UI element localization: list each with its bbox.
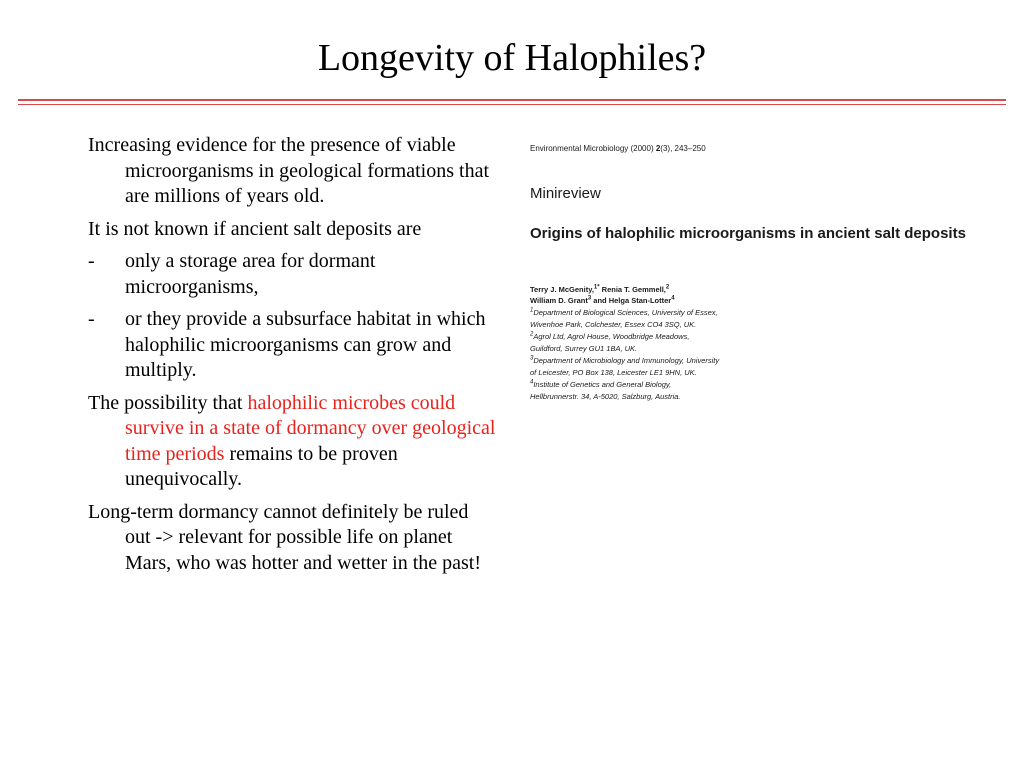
affiliation-line [530,307,830,319]
author-name: Terry J. McGenity, [530,285,594,294]
affiliation-sup: 1 [530,307,534,314]
affiliation-line [530,367,830,379]
possibility-tail: remains to be proven unequivocally. [125,442,398,490]
author-sup: 4 [671,295,675,302]
affiliation-text: Department of Biological Sciences, University of Essex, [533,308,718,317]
paper-section-label: Minireview [530,185,601,202]
affiliation-line [530,319,830,331]
possibility-lead: The possibility that [88,391,248,414]
affiliation-text: of Leicester, PO Box 138, Leicester LE1 9HN, UK. [530,368,697,377]
bullet-dash: - [88,250,95,272]
author-name: and Helga Stan-Lotter [591,296,672,305]
bullet-text: or they provide a subsurface habitat in which halophilic microorganisms can grow and multiply. [125,308,486,381]
author-sup: 3 [587,295,592,302]
author-sup: 2 [665,284,670,291]
affiliation-sup: 2 [530,331,534,338]
highlighted-text: halophilic microbes could survive in a state of dormancy over geological time periods [125,391,496,465]
affiliation-text: Wivenhoe Park, Colchester, Essex CO4 3SQ, UK. [530,320,697,329]
body-text [88,133,498,583]
paper-title: Origins of halophilic microorganisms in ancient salt deposits [530,225,966,242]
paragraph-salt-deposits: It is not known if ancient salt deposits are [88,217,422,240]
affiliation-text: Hellbrunnerstr. 34, A-5020, Salzburg, Austria. [530,392,681,401]
title-rule-top [18,99,1006,101]
affiliation-text: Agrol Ltd, Agrol House, Woodbridge Meadows, [533,332,690,341]
paragraph-possibility [88,391,498,493]
author-name: Renia T. Gemmell, [599,285,666,294]
affiliation-line [530,331,830,343]
journal-volume: 2 [655,144,661,153]
journal-pages: (3), 243–250 [660,144,706,153]
affiliation-line [530,355,830,367]
paragraph-dormancy-mars: Long-term dormancy cannot definitely be ruled out -> relevant for possible life on planet Mars, who was hotter and wetter in the past! [88,500,482,574]
paper-authors [530,284,830,306]
affiliation-line [530,379,830,391]
author-name: William D. Grant [530,296,588,305]
affiliation-text: Guildford, Surrey GU1 1BA, UK. [530,344,638,353]
bullet-subsurface-habitat [88,307,498,384]
journal-citation [530,144,706,153]
paragraph-evidence: Increasing evidence for the presence of viable microorganisms in geological formations that are millions of years old. [88,134,490,207]
author-sup: 1* [593,284,600,291]
bullet-text: only a storage area for dormant microorganisms, [125,250,376,298]
affiliation-line [530,391,830,403]
paper-affiliations [530,307,830,403]
affiliation-sup: 4 [530,379,534,386]
journal-name: Environmental Microbiology (2000) [530,144,656,153]
affiliation-sup: 3 [530,355,534,362]
affiliation-line [530,343,830,355]
bullet-storage-area [88,249,498,300]
slide-title: Longevity of Halophiles? [317,37,707,79]
bullet-dash: - [88,308,95,330]
affiliation-text: Institute of Genetics and General Biology, [533,380,672,389]
title-rule-bottom [18,104,1006,105]
affiliation-text: Department of Microbiology and Immunology, University [533,356,720,365]
